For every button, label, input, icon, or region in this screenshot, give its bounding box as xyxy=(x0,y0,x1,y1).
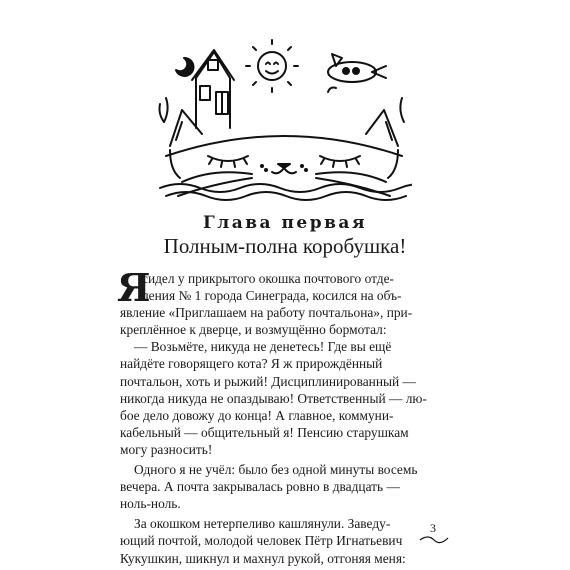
text-line: сидел у прикрытого окошка почтового отде- xyxy=(142,271,395,286)
flourish-icon xyxy=(418,534,450,544)
text-line: Кукушкин, шикнул и махнул рукой, отгоняя меня: xyxy=(120,550,406,566)
text-line: ноль-ноль. xyxy=(120,496,181,512)
text-line: ющий почтой, молодой человек Пётр Игнатьевич xyxy=(120,533,403,549)
text-line: ления № 1 города Синеграда, косился на объ- xyxy=(142,288,402,304)
cat-with-house-illustration xyxy=(156,38,412,206)
text-line: бое дело довожу до конца! А главное, коммуни- xyxy=(120,407,394,423)
chapter-title: Полным-полна коробушка! xyxy=(163,234,407,258)
chapter-body xyxy=(117,265,442,567)
paragraph xyxy=(120,461,442,512)
chapter-label: Глава первая xyxy=(202,213,368,233)
text-line: — Возьмёте, никуда не денетесь! Где вы ещё xyxy=(134,339,392,355)
text-line: явление «Приглашаем на работу почтальона», при- xyxy=(120,305,413,321)
drop-cap: Я xyxy=(117,265,151,310)
text-line: почтальон, хоть и рыжий! Дисциплинированный — xyxy=(120,373,416,389)
paragraph xyxy=(120,515,442,566)
text-line: кабельный — общительный я! Пенсию старушкам xyxy=(120,424,409,440)
text-line: могу разносить! xyxy=(120,441,213,457)
text-line: креплённое к дверце, и возмущённо бормотал: xyxy=(120,322,387,338)
text-line: Одного я не учёл: было без одной минуты восемь xyxy=(134,462,418,478)
text-line: За окошком нетерпеливо кашлянули. Заведу- xyxy=(134,516,391,532)
paragraph xyxy=(120,338,442,458)
text-line: вечера. А почта закрывалась ровно в двадцать — xyxy=(120,479,400,495)
text-line: никогда никуда не опаздываю! Ответственный — лю- xyxy=(120,390,427,406)
text-line: найдёте говорящего кота? Я ж прирождённый xyxy=(120,356,383,372)
paragraph xyxy=(117,265,442,338)
page-number: 3 xyxy=(430,521,436,535)
